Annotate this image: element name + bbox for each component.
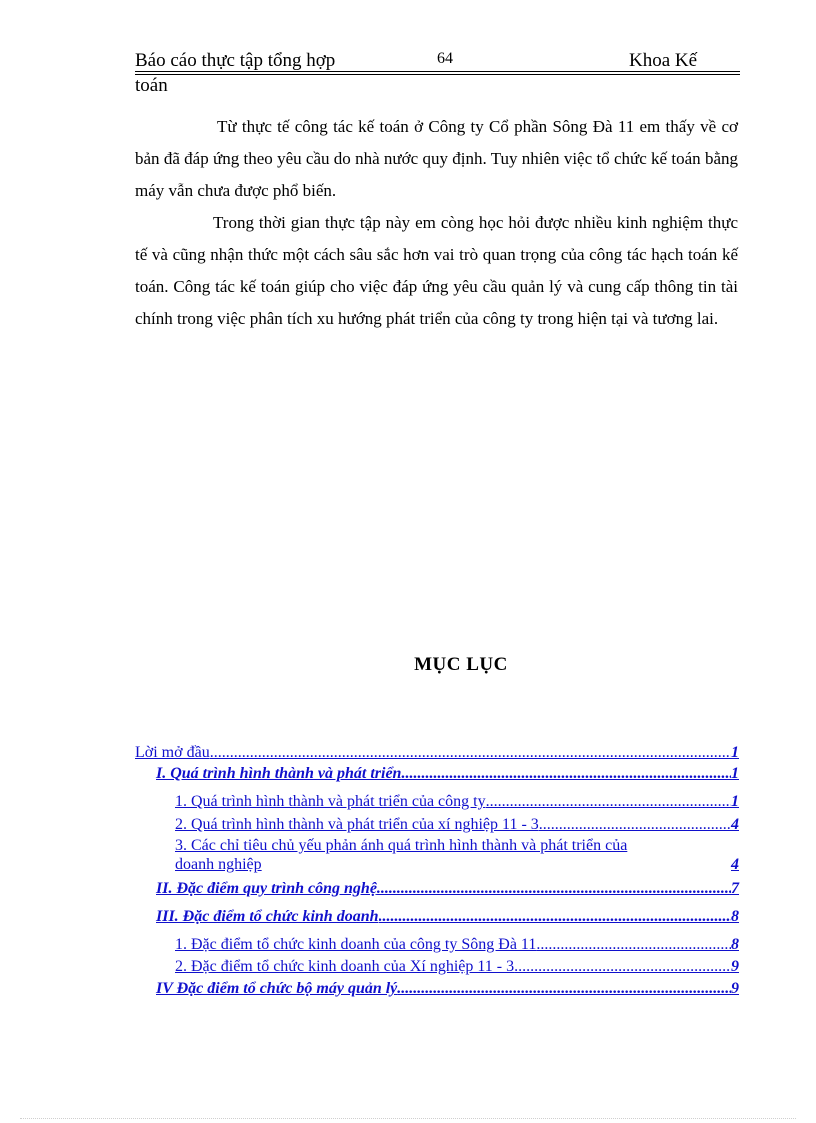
header-rule	[135, 71, 740, 72]
header-department-continuation: toán	[135, 75, 168, 96]
toc-entry-3-2[interactable]: 2. Đặc điểm tổ chức kinh doanh của Xí nghiệp 11 - 3 ..... 9	[175, 956, 739, 977]
toc-entry-1-2[interactable]: 2. Quá trình hình thành và phát triển của xí nghiệp 11 - 3 ..... 4	[175, 814, 739, 835]
toc-entry-1-3[interactable]: 3. Các chỉ tiêu chủ yếu phản ánh quá trình hình thành và phát triển của doanh nghiệp 4	[175, 837, 739, 873]
page-number: 64	[437, 50, 453, 67]
toc-entry-introduction[interactable]: Lời mở đầu ..... 1	[135, 742, 739, 763]
paragraph: Từ thực tế công tác kế toán ở Công ty Cổ phần Sông Đà 11 em thấy về cơ bản đã đáp ứng theo yêu cầu do nhà nước quy định. Tuy nhiên việc tổ chức kế toán bằng máy vẫn chưa được phổ biến.	[135, 117, 738, 200]
toc-entry-section-4[interactable]: IV Đặc điểm tổ chức bộ máy quản lý ..... 9	[156, 978, 739, 999]
toc-entry-section-1[interactable]: I. Quá trình hình thành và phát triển ..... 1	[156, 763, 739, 784]
conclusion-text	[135, 111, 738, 335]
toc-entry-section-3[interactable]: III. Đặc điểm tổ chức kinh doanh ..... 8	[156, 906, 739, 927]
page-header	[135, 48, 740, 74]
toc-entry-1-1[interactable]: 1. Quá trình hình thành và phát triển của công ty ..... 1	[175, 791, 739, 812]
header-department: Khoa Kế	[629, 50, 698, 71]
toc-title: MỤC LỤC	[414, 654, 508, 675]
page-bottom-border	[20, 1118, 796, 1119]
paragraph: Trong thời gian thực tập này em còng học hỏi được nhiều kinh nghiệm thực tế và cũng nhận thức một cách sâu sắc hơn vai trò quan trọng của công tác hạch toán kế toán. Công tác kế toán giúp cho việc đáp ứng yêu cầu quản lý và cung cấp thông tin tài chính trong việc phân tích xu hướng phát triển của công ty trong hiện tại và tương lai.	[135, 213, 738, 328]
toc-entry-3-1[interactable]: 1. Đặc điểm tổ chức kinh doanh của công ty Sông Đà 11 ..... 8	[175, 934, 739, 955]
header-title: Báo cáo thực tập tổng hợp	[135, 50, 336, 71]
toc-entry-section-2[interactable]: II. Đặc điểm quy trình công nghệ ..... 7	[156, 878, 739, 899]
header-rule-thin	[135, 74, 740, 75]
